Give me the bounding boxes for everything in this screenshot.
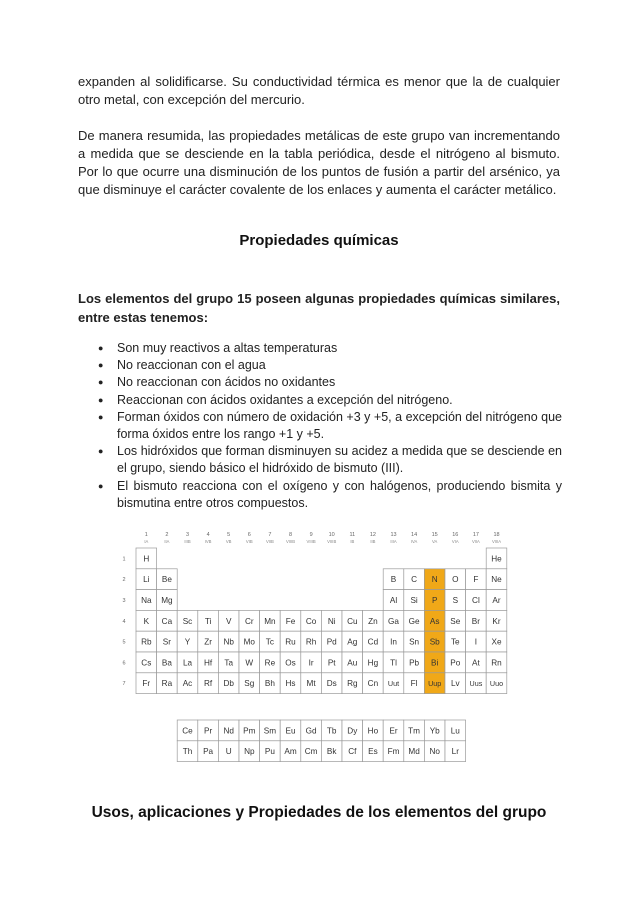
element-symbol: Mt (306, 679, 316, 689)
period-number: 6 (122, 660, 126, 667)
element-symbol: Pd (326, 637, 337, 647)
paragraph-conductivity: expanden al solidificarse. Su conductividad térmica es menor que la de cualquier otro metal, con excepción del mercurio. (78, 74, 560, 107)
group-number: 7 (268, 532, 272, 538)
element-symbol: Xe (491, 637, 502, 647)
element-symbol: Fr (142, 679, 151, 689)
heading-uses-applications: Usos, aplicaciones y Propiedades de los elementos del grupo (91, 804, 547, 821)
element-symbol: C (411, 575, 418, 585)
element-symbol: Md (408, 747, 420, 757)
element-symbol: At (472, 658, 480, 668)
element-symbol: Co (305, 616, 317, 626)
element-symbol: Gd (305, 726, 317, 736)
list-item: ● El bismuto reacciona con el oxígeno y con halógenos, produciendo bismita y bismutina entre otros compuestos. (98, 478, 562, 512)
element-symbol: Sc (182, 616, 193, 626)
element-symbol: Y (184, 637, 191, 647)
element-symbol: Uuo (489, 679, 504, 689)
element-symbol: Cr (244, 616, 254, 626)
element-symbol: Ac (182, 679, 193, 689)
element-symbol: Au (347, 658, 358, 668)
element-symbol: Sb (429, 637, 440, 647)
element-symbol: Cl (472, 596, 480, 605)
element-symbol: S (452, 596, 459, 605)
period-number: 4 (122, 618, 126, 625)
element-symbol: K (143, 616, 150, 626)
element-symbol: Ir (308, 658, 314, 668)
element-symbol: In (390, 637, 397, 647)
element-symbol: Rg (347, 679, 358, 689)
element-symbol: Sg (244, 679, 255, 689)
group-label: VIIIA (491, 539, 502, 544)
element-symbol: Np (244, 747, 255, 757)
element-symbol: Dy (347, 726, 358, 736)
group-number: 17 (472, 532, 479, 538)
list-item: ● No reaccionan con el agua (98, 357, 562, 374)
group-label: IB (350, 539, 355, 544)
element-symbol: Be (161, 575, 172, 585)
element-symbol: Eu (285, 726, 296, 736)
element-symbol: Ga (388, 616, 399, 626)
element-symbol: Uup (428, 679, 442, 689)
element-symbol: W (245, 658, 254, 668)
group-number: 9 (309, 532, 313, 538)
element-symbol: H (143, 554, 150, 564)
group-label: VIIIB (285, 539, 296, 544)
element-symbol: Hs (285, 679, 296, 689)
element-symbol: Se (450, 616, 461, 626)
paragraph-metallic-properties: De manera resumida, las propiedades metálicas de este grupo van incrementando a medida que se desciende en la tabla periódica, desde el nitrógeno al bismuto. Por lo que ocurre una disminución de los puntos de fusión a partir del arsénico, ya que disminuye el carácter covalente de los enlaces y aumenta el carácter metálico. (78, 128, 560, 197)
element-symbol: Ti (204, 616, 212, 626)
list-item: ● Forman óxidos con número de oxidación +3 y +5, a excepción del nitrógeno que forma óxidos entre los rango +1 y +5. (98, 409, 562, 443)
group-label: IVB (204, 539, 212, 544)
element-symbol: Ne (491, 575, 502, 585)
element-symbol: I (474, 637, 478, 647)
element-symbol: Sn (409, 637, 420, 647)
element-symbol: Pu (264, 747, 275, 757)
element-symbol: Po (450, 658, 461, 668)
element-symbol: Nb (223, 637, 234, 647)
element-symbol: O (452, 575, 459, 585)
element-symbol: Fe (285, 616, 296, 626)
element-symbol: Lu (450, 726, 460, 736)
group-label: IIIA (390, 539, 397, 544)
element-symbol: Kr (492, 616, 501, 626)
element-symbol: V (225, 616, 232, 626)
list-item: ● No reaccionan con ácidos no oxidantes (98, 374, 562, 391)
group-label: VIIA (471, 539, 480, 544)
element-symbol: U (225, 747, 232, 757)
element-symbol: Cs (141, 658, 152, 668)
group-number: 12 (369, 532, 376, 538)
element-symbol: Ge (408, 616, 420, 626)
group-label: VIA (451, 539, 459, 544)
element-symbol: He (491, 554, 502, 564)
element-symbol: Ca (161, 616, 173, 626)
element-symbol: Na (141, 596, 152, 605)
element-symbol: Ds (326, 679, 337, 689)
element-symbol: Tl (390, 658, 397, 668)
period-number: 2 (122, 577, 126, 584)
element-symbol: F (473, 575, 479, 585)
element-symbol: Er (389, 726, 398, 736)
group-number: 1 (144, 532, 148, 538)
element-symbol: Si (410, 596, 418, 605)
heading-chemical-properties: Propiedades químicas (239, 232, 399, 249)
element-symbol: Fl (410, 679, 418, 689)
element-symbol: Hf (204, 658, 213, 668)
element-symbol: Ar (492, 596, 501, 605)
element-symbol: Rh (305, 637, 317, 647)
element-symbol: Ra (161, 679, 173, 689)
element-symbol: Lr (451, 747, 459, 757)
group-label: IIB (370, 539, 376, 544)
element-symbol: Li (143, 575, 150, 585)
group-label: VIIIB (306, 539, 316, 544)
element-symbol: Rn (491, 658, 502, 668)
chemical-properties-list (98, 340, 562, 512)
element-symbol: Am (284, 747, 297, 757)
group-number: 11 (349, 532, 356, 538)
element-symbol: Cn (367, 679, 379, 689)
group-label: VIB (245, 539, 253, 544)
element-symbol: Rb (141, 637, 152, 647)
period-number: 7 (122, 681, 126, 688)
element-symbol: Pm (243, 726, 256, 736)
group-label: VA (432, 539, 438, 544)
intro-paragraph: Los elementos del grupo 15 poseen algunas propiedades químicas similares, entre estas tenemos: (78, 291, 560, 325)
element-symbol: Te (450, 637, 460, 647)
element-symbol: Tc (265, 637, 274, 647)
element-symbol: Ce (182, 726, 193, 736)
element-symbol: Pa (203, 747, 214, 757)
element-symbol: Uut (387, 679, 400, 689)
list-item: ● Son muy reactivos a altas temperaturas (98, 340, 562, 357)
group-number: 13 (390, 532, 397, 538)
element-symbol: Ni (327, 616, 336, 626)
group-number: 4 (206, 532, 210, 538)
element-symbol: Sr (162, 637, 171, 647)
element-symbol: Ag (347, 637, 358, 647)
element-symbol: Es (368, 747, 378, 757)
element-symbol: Mo (243, 637, 255, 647)
element-symbol: N (431, 575, 438, 585)
list-item: ● Reaccionan con ácidos oxidantes a excepción del nitrógeno. (98, 392, 562, 409)
element-symbol: Re (264, 658, 276, 668)
element-symbol: Zn (368, 616, 378, 626)
element-symbol: Uus (469, 679, 483, 689)
element-symbol: Db (223, 679, 234, 689)
element-symbol: Rf (204, 679, 213, 689)
group-label: IVA (410, 539, 418, 544)
list-item: ● Los hidróxidos que forman disminuyen su acidez a medida que se desciende en el grupo, siendo básico el hidróxido de bismuto (III). (98, 443, 562, 477)
period-number: 1 (122, 556, 126, 563)
element-symbol: Ho (367, 726, 379, 736)
element-symbol: Pt (327, 658, 336, 668)
element-symbol: Cu (347, 616, 358, 626)
element-symbol: Hg (367, 658, 379, 668)
element-symbol: Ru (285, 637, 296, 647)
element-symbol: La (182, 658, 193, 668)
group-label: IA (144, 539, 149, 544)
periodic-table-image (114, 528, 524, 768)
element-symbol: Th (182, 747, 193, 757)
element-symbol: As (429, 616, 440, 626)
group-number: 10 (328, 532, 335, 538)
element-symbol: Bk (326, 747, 337, 757)
group-number: 3 (185, 532, 190, 538)
element-symbol: Mg (161, 596, 173, 605)
group-number: 2 (165, 532, 169, 538)
group-label: VIIIB (327, 539, 337, 544)
element-symbol: Tb (326, 726, 337, 736)
element-symbol: Lv (450, 679, 460, 689)
element-symbol: Yb (429, 726, 440, 736)
group-label: VIIB (265, 539, 274, 544)
element-symbol: Pr (204, 726, 213, 736)
group-number: 15 (431, 532, 438, 538)
period-number: 5 (122, 639, 126, 646)
element-symbol: Pb (409, 658, 420, 668)
period-number: 3 (122, 598, 126, 604)
element-symbol: Ta (224, 658, 234, 668)
element-symbol: Ba (161, 658, 172, 668)
element-symbol: Zr (204, 637, 212, 647)
element-symbol: B (390, 575, 397, 585)
element-symbol: Br (471, 616, 480, 626)
element-symbol: Bh (264, 679, 275, 689)
group-label: VB (225, 539, 232, 544)
element-symbol: Nd (223, 726, 234, 736)
group-number: 14 (411, 532, 418, 538)
element-symbol: Fm (387, 747, 400, 757)
group-number: 18 (493, 532, 500, 538)
element-symbol: Cd (367, 637, 379, 647)
group-label: IIIB (184, 539, 191, 544)
group-number: 16 (452, 532, 459, 538)
element-symbol: Cf (348, 747, 357, 757)
element-symbol: Cm (304, 747, 318, 757)
element-symbol: Bi (431, 658, 439, 668)
element-symbol: Sm (263, 726, 277, 736)
group-number: 6 (247, 532, 251, 538)
element-symbol: Mn (264, 616, 276, 626)
group-label: IIA (164, 539, 170, 544)
group-number: 5 (227, 532, 231, 538)
element-symbol: Al (389, 596, 398, 605)
element-symbol: Tm (408, 726, 421, 736)
element-symbol: Os (285, 658, 296, 668)
group-number: 8 (288, 532, 293, 538)
element-symbol: No (429, 747, 440, 757)
element-symbol: P (431, 596, 438, 605)
